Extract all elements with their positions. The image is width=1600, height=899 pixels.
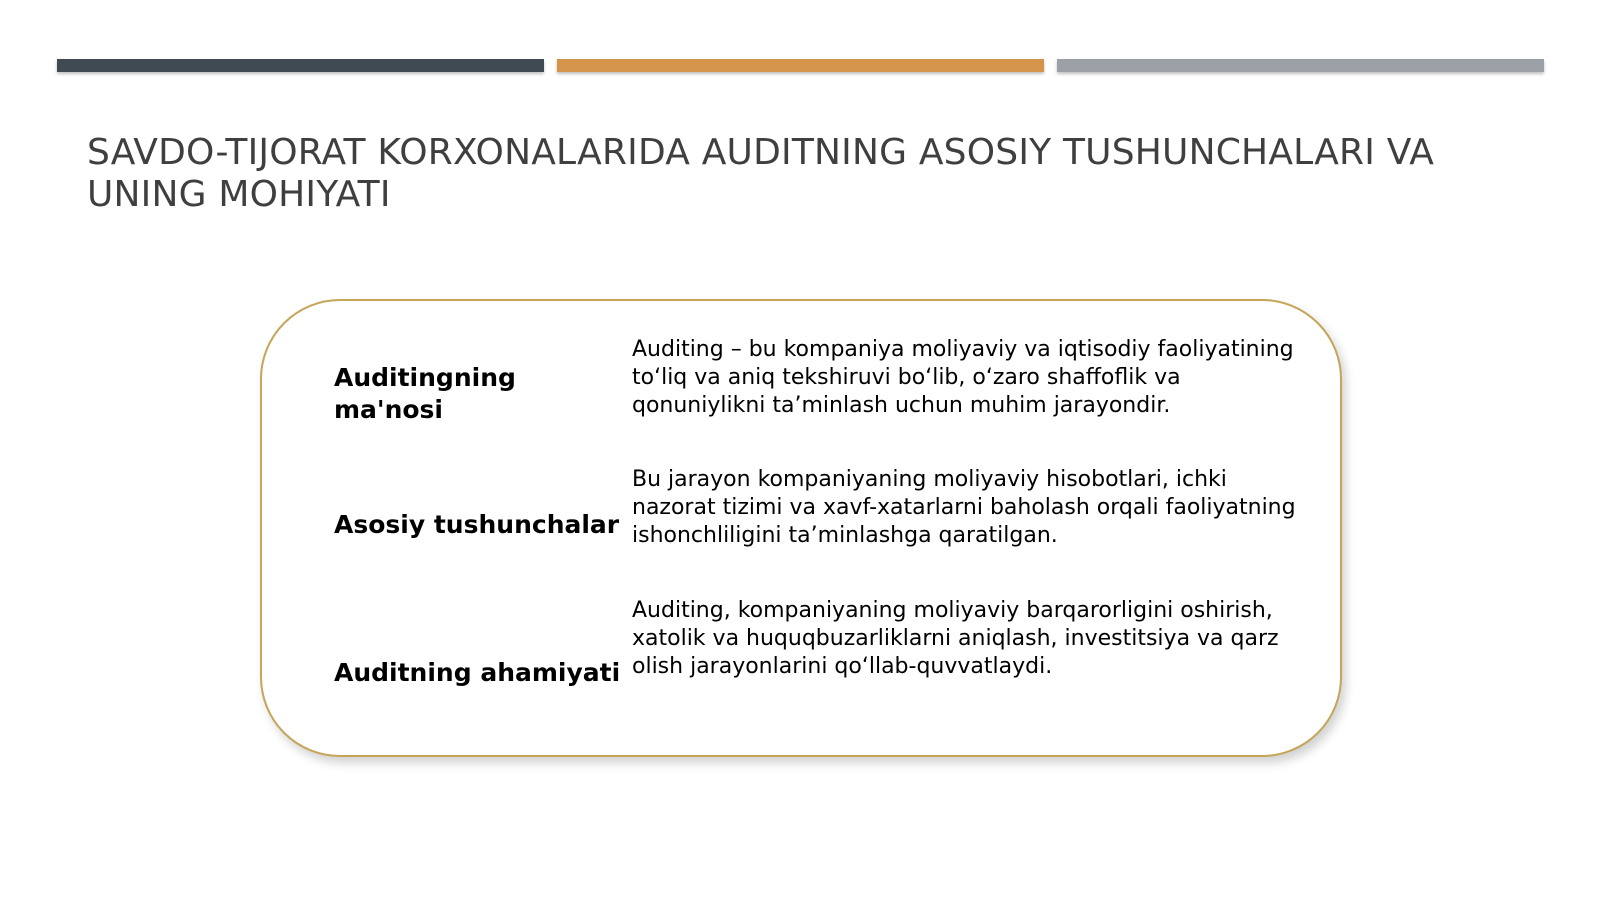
row-label: Auditning ahamiyati: [334, 658, 621, 687]
header-bar-orange: [557, 59, 1044, 72]
header-bar-gray: [1057, 59, 1544, 72]
row-text: Auditing, kompaniyaning moliyaviy barqarorligini oshirish, xatolik va huquqbuzarliklarni aniqlash, investitsiya va qarz olish jarayonlarini qo‘llab-quvvatlaydi.: [632, 598, 1279, 679]
header-bar-dark: [57, 59, 544, 72]
slide-title: SAVDO-TIJORAT KORXONALARIDA AUDITNING ASOSIY TUSHUNCHALARI VA UNING MOHIYATI: [87, 132, 1435, 215]
row-label: Asosiy tushunchalar: [334, 510, 620, 539]
row-text: Auditing – bu kompaniya moliyaviy va iqtisodiy faoliyatining to‘liq va aniq tekshiruvi bo‘lib, o‘zaro shaffoflik va qonuniylikni ta’minlash uchun muhim jarayondir.: [632, 337, 1294, 418]
content-card: [260, 299, 1342, 757]
row-label: Auditingning ma'nosi: [334, 363, 516, 424]
row-text: Bu jarayon kompaniyaning moliyaviy hisobotlari, ichki nazorat tizimi va xavf-xatarlarni baholash orqali faoliyatning ishonchliligini ta’minlashga qaratilgan.: [632, 467, 1296, 548]
